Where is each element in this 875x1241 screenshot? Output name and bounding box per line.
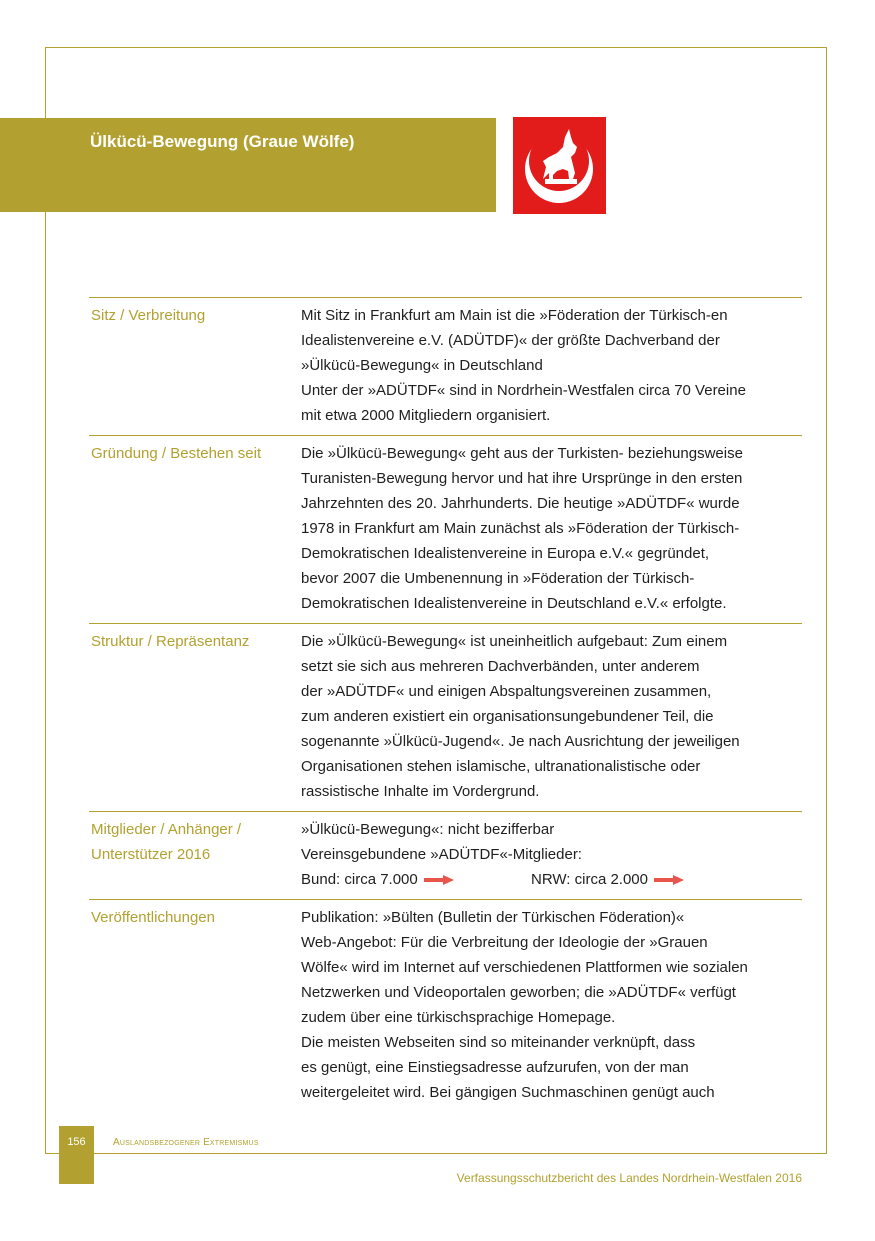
text-line: zudem über eine türkischsprachige Homepage.: [301, 1009, 616, 1026]
text-line: 1978 in Frankfurt am Main zunächst als »Föderation der Türkisch-: [301, 520, 740, 537]
text-line: weitergeleitet wird. Bei gängigen Suchmaschinen genügt auch: [301, 1084, 715, 1101]
text-line: Organisationen stehen islamische, ultranationalistische oder: [301, 758, 701, 775]
text-line: Mit Sitz in Frankfurt am Main ist die »Föderation der Türkisch-en: [301, 307, 728, 324]
page-title: Ülkücü-Bewegung (Graue Wölfe): [90, 132, 355, 151]
count-nrw-value: NRW: circa 2.000: [531, 871, 648, 888]
text-line: Die »Ülkücü-Bewegung« geht aus der Turkisten- beziehungsweise: [301, 445, 743, 462]
report-title: Verfassungsschutzbericht des Landes Nordrhein-Westfalen 2016: [456, 1171, 802, 1185]
row-content: [301, 900, 802, 1113]
text-line: mit etwa 2000 Mitgliedern organisiert.: [301, 407, 551, 424]
text-line: zum anderen existiert ein organisationsungebundener Teil, die: [301, 708, 714, 725]
table-row: [89, 900, 802, 1113]
text-line: setzt sie sich aus mehreren Dachverbänden, unter anderem: [301, 658, 700, 675]
label-line: Mitglieder / Anhänger /: [91, 821, 242, 838]
text-line: Publikation: »Bülten (Bulletin der Türkischen Föderation)«: [301, 909, 685, 926]
row-label: Gründung / Bestehen seit: [91, 445, 262, 462]
text-line: bevor 2007 die Umbenennung in »Föderation der Türkisch-: [301, 570, 695, 587]
label-line: Unterstützer 2016: [91, 846, 211, 863]
table-row: [89, 812, 802, 900]
text-line: Demokratischen Idealistenvereine in Deutschland e.V.« erfolgte.: [301, 595, 727, 612]
text-line: Jahrzehnten des 20. Jahrhunderts. Die heutige »ADÜTDF« wurde: [301, 495, 740, 512]
row-content: [301, 624, 802, 812]
text-line: Turanisten-Bewegung hervor und hat ihre Ursprünge in den ersten: [301, 470, 743, 487]
row-label: Veröffentlichungen: [91, 909, 215, 926]
text-line: Web-Angebot: Für die Verbreitung der Ideologie der »Grauen: [301, 934, 708, 951]
text-line: Die »Ülkücü-Bewegung« ist uneinheitlich aufgebaut: Zum einem: [301, 633, 728, 650]
text-line: Wölfe« wird im Internet auf verschiedenen Plattformen wie sozialen: [301, 959, 748, 976]
text-line: »Ülkücü-Bewegung« in Deutschland: [301, 357, 543, 374]
info-table: [89, 297, 802, 1112]
page-number: 156: [67, 1136, 86, 1148]
crescent-wolf-logo-icon: [513, 117, 606, 214]
text-line: Unter der »ADÜTDF« sind in Nordrhein-Westfalen circa 70 Vereine: [301, 382, 746, 399]
row-label: Sitz / Verbreitung: [91, 307, 206, 324]
row-label: [89, 812, 301, 900]
text-line: »Ülkücü-Bewegung«: nicht bezifferbar: [301, 821, 555, 838]
text-line: rassistische Inhalte im Vordergrund.: [301, 783, 540, 800]
row-content: [301, 812, 802, 900]
title-band: [0, 118, 496, 212]
text-line: es genügt, eine Einstiegsadresse aufzurufen, von der man: [301, 1059, 689, 1076]
row-content: [301, 436, 802, 624]
text-line: Idealistenvereine e.V. (ADÜTDF)« der größte Dachverband der: [301, 332, 720, 349]
arrow-right-icon: [654, 875, 684, 885]
section-name: Auslandsbezogener Extremismus: [113, 1137, 259, 1148]
row-label: Struktur / Repräsentanz: [91, 633, 250, 650]
text-line: Vereinsgebundene »ADÜTDF«-Mitglieder:: [301, 846, 582, 863]
page-number-box: [59, 1126, 94, 1184]
arrow-right-icon: [424, 875, 454, 885]
row-content: [301, 298, 802, 436]
text-line: Die meisten Webseiten sind so miteinander verknüpft, dass: [301, 1034, 696, 1051]
table-row: [89, 298, 802, 436]
count-bund-value: Bund: circa 7.000: [301, 871, 418, 888]
table-row: [89, 436, 802, 624]
text-line: der »ADÜTDF« und einigen Abspaltungsvereinen zusammen,: [301, 683, 712, 700]
text-line: Demokratischen Idealistenvereine in Europa e.V.« gegründet,: [301, 545, 710, 562]
count-bund: [301, 867, 531, 892]
count-nrw: [531, 867, 684, 892]
member-counts: [301, 867, 802, 892]
text-line: sogenannte »Ülkücü-Jugend«. Je nach Ausrichtung der jeweiligen: [301, 733, 740, 750]
table-row: [89, 624, 802, 812]
text-line: Netzwerken und Videoportalen geworben; die »ADÜTDF« verfügt: [301, 984, 736, 1001]
